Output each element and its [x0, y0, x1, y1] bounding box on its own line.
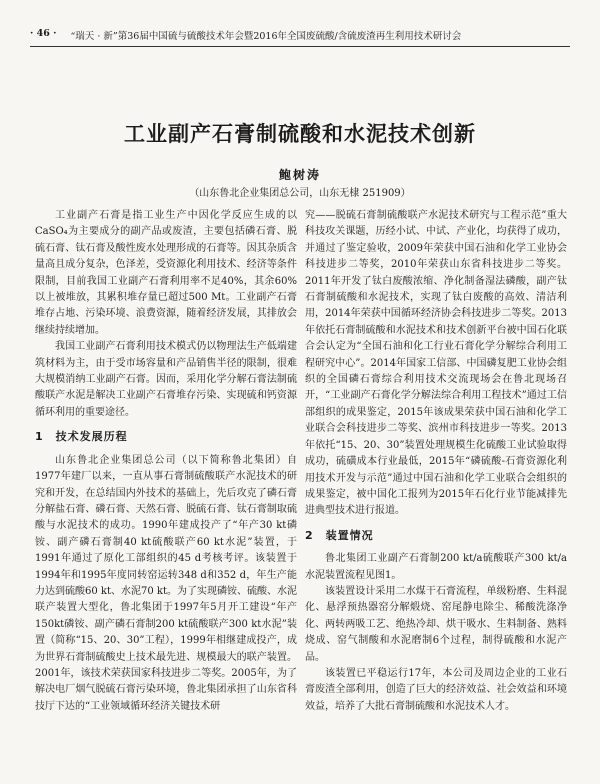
header-rule	[30, 46, 570, 47]
author-name: 鲍树涛	[278, 168, 321, 182]
section-1-paragraph-1: 山东鲁北企业集团总公司（以下简称鲁北集团）自1977年建厂以来，一直从事石膏制硫酸联产水泥技术的研究和开发，在总结国内外技术的基础上，先后攻克了磷石膏分解盐石膏、磷石膏、天然石膏、脱硫石膏、钛石膏制取硫酸与水泥技术的成功。1990年建成投产了“年产30 kt磷铵、副产磷石膏制40 kt硫酸联产60 kt水泥”装置，于1991年通过了原化工部组织的45 d考核考评。该装置于1994年和1995年度同转窑运转348 d和352 d，年生产能力达到硫酸60 kt、水泥70 kt。为了实现磷铵、硫酸、水泥联产装置大型化，鲁北集团于1997年5月开工建设“年产150kt磷铵、副产磷石膏制200 kt硫酸联产300 kt水泥”装置（简称“15、20、30”工程），1999年相继建成投产，成为世界石膏制硫酸史上技术最先进、规模最大的联产装置。2001年，该技术荣获国家科技进步二等奖。2005年，为了解决电厂烟气脱硫石膏污染环境，鲁北集团承担了山东省科技厅下达的“工业领域循环经济关键技术研	[35, 454, 297, 712]
section-1-heading: 1 技术发展历程	[35, 430, 128, 444]
running-header	[30, 28, 570, 42]
right-column	[305, 208, 567, 715]
section-2-heading: 2 装置情况	[305, 528, 374, 542]
intro-paragraph-2: 我国工业副产石膏利用技术模式仍以物理法生产低端建筑材料为主，由于受市场容量和产品销售半径的限制，很难大规模消纳工业副产石膏。因而，采用化学分解石膏法制硫酸联产水泥是解决工业副产石膏堆存污染、实现硫和钙资源循环利用的重要途径。	[35, 341, 297, 418]
page-number: · 46 ·	[30, 28, 57, 39]
section-2-paragraph-2: 该装置设计采用二水煤干石膏流程，单级粉磨、生料混化、悬浮预热器窑分解煅烧、窑尾静电除尘、稀酸洗涤净化、两转两吸工艺、绝热冷却、烘干吸水、生料制备、熟料烧成、窑气制酸和水泥磨制6个过程，制得硫酸和水泥产品。	[305, 585, 567, 663]
section-1-paragraph-continued: 究——脱硫石膏制硫酸联产水泥技术研究与工程示范”重大科技攻关课题，历经小试、中试、产业化，均获得了成功，并通过了鉴定验收，2009年荣获中国石油和化学工业协会科技进步二等奖，2010年荣获山东省科技进步二等奖。2011年开发了钛白废酸浓缩、净化制备湿法磷酸，副产钛石膏制硫酸和水泥技术，实现了钛白废酸的高效、清洁利用，2014年荣获中国循环经济协会科技进步二等奖。2013年依托石膏制硫酸和水泥技术和技术创新平台被中国石化联合会认定为“全国石油和化工行业石膏化学分解综合利用工程研究中心”。2014年国家工信部、中国磷复肥工业协会组织的全国磷石膏综合利用技术交流现场会在鲁北现场召开，“工业副产石膏化学分解法综合利用工程技术”通过工信部组织的成果鉴定，2015年该成果荣获中国石油和化学工业联合会科技进步二等奖、滨州市科技进步一等奖。2013年依托“15、20、30”装置处理规模生化硫酸工业试验取得成功，硫磺成本行业最低，2015年“磷硫酸-石膏资源化利用技术开发与示范”通过中国石油和化学工业联合会组织的成果鉴定，被中国化工报列为2015年石化行业节能减排先进典型技术进行报道。	[305, 210, 567, 517]
author-affiliation: （山东鲁北企业集团总公司，山东无棣 251909）	[189, 188, 411, 199]
section-2-paragraph-1: 鲁北集团工业副产石膏制200 kt/a硫酸联产300 kt/a水泥装置流程见图1。	[305, 553, 567, 581]
running-title: “瑞天 · 新”第36届中国硫与硫酸技术年会暨2016年全国废硫酸/含硫废渣再生利用技术研讨会	[70, 31, 462, 42]
article-title: 工业副产石膏制硫酸和水泥技术创新	[124, 122, 476, 146]
section-2-paragraph-3: 该装置已平稳运行17年，本公司及周边企业的工业石膏废渣全部利用，创造了巨大的经济效益、社会效益和环境效益，培养了大批石膏制硫酸和水泥技术人才。	[305, 667, 567, 712]
intro-paragraph-1: 工业副产石膏是指工业生产中因化学反应生成的以CaSO₄为主要成分的副产品或废渣，主要包括磷石膏、脱硫石膏、钛石膏及酸性废水处理形成的石膏等。因其杂质含量高且成分复杂，色泽差，受资源化利用技术、经济等条件限制，目前我国工业副产石膏利用率不足40%，其余60%以上被堆放，其累积堆存量已超过500 Mt。工业副产石膏堆存占地、污染环境、浪费资源，随着经济发展，其排放会继续持续增加。	[35, 210, 297, 336]
left-column	[35, 208, 297, 715]
